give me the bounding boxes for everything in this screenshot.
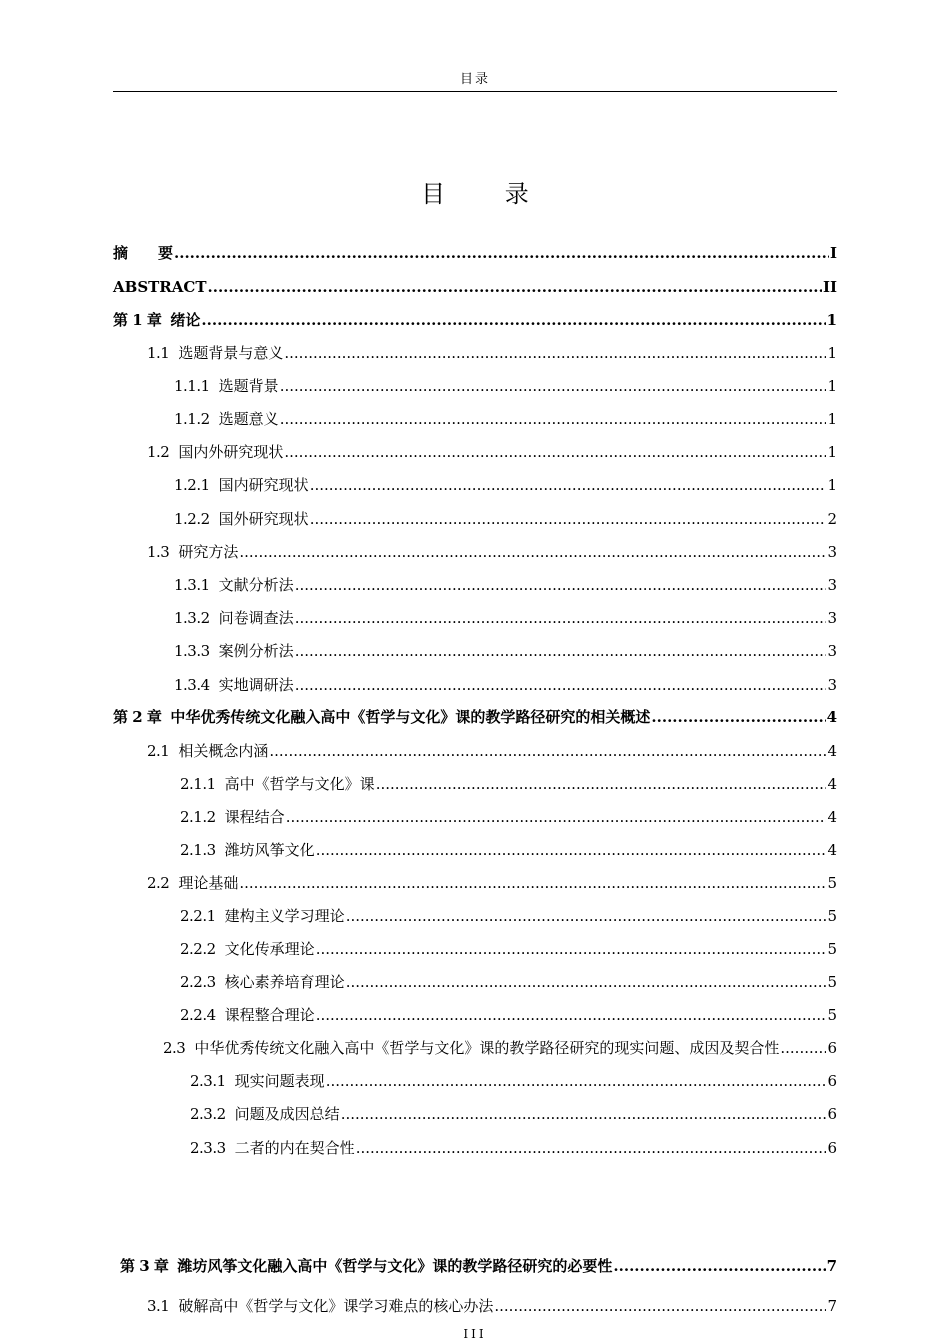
toc-entry-number: 2.1	[147, 742, 170, 760]
toc-entry-page: 5	[827, 907, 837, 925]
toc-leader-dots	[280, 409, 827, 429]
toc-entry-number: 1.2	[147, 443, 170, 461]
toc-entry-page: 5	[827, 874, 837, 892]
toc-entry-page: 4	[827, 808, 837, 826]
page-number: III	[463, 1327, 487, 1341]
toc-entry[interactable]	[147, 741, 837, 761]
toc-entry-title: 破解高中《哲学与文化》课学习难点的核心办法	[178, 1297, 494, 1315]
toc-leader-dots	[346, 906, 827, 926]
toc-entry[interactable]	[190, 1071, 837, 1091]
toc-leader-dots	[326, 1071, 827, 1091]
toc-leader-dots	[494, 1296, 826, 1316]
toc-leader-dots	[201, 310, 825, 330]
toc-entry-page: 4	[827, 775, 837, 793]
toc-leader-dots	[208, 277, 822, 297]
toc-entry-title: 问题及成因总结	[234, 1105, 340, 1123]
toc-entry-page: 2	[827, 510, 837, 528]
toc-leader-dots	[286, 807, 827, 827]
toc-entry-number: 1.3	[147, 543, 170, 561]
toc-entry-page: 7	[827, 1297, 837, 1315]
toc-entry-number: 1.3.4	[174, 676, 210, 694]
toc-entry-page: 1	[827, 443, 837, 461]
toc-entry-page: 1	[827, 410, 837, 428]
toc-entry-page: 7	[826, 1257, 837, 1275]
toc-entry-title: 问卷调查法	[218, 609, 294, 627]
toc-entry[interactable]	[180, 972, 837, 992]
toc-entry-title: 研究方法	[178, 543, 239, 561]
toc-entry-page: 4	[826, 708, 837, 726]
toc-entry[interactable]	[174, 409, 837, 429]
toc-entry-title: 课程结合	[224, 808, 285, 826]
toc-entry[interactable]	[174, 509, 837, 529]
toc-leader-dots	[239, 873, 826, 893]
toc-leader-dots	[295, 575, 827, 595]
toc-entry-number: 第 2 章	[113, 708, 162, 726]
toc-entry-title: 摘 要	[113, 244, 174, 262]
toc-leader-dots	[295, 608, 827, 628]
toc-entry[interactable]	[163, 1038, 837, 1058]
toc-leader-dots	[239, 542, 826, 562]
toc-entry-number: 2.3.1	[190, 1072, 226, 1090]
toc-leader-dots	[284, 343, 826, 363]
toc-entry-number: 1.2.2	[174, 510, 210, 528]
toc-leader-dots	[651, 707, 825, 727]
toc-leader-dots	[780, 1038, 826, 1058]
toc-leader-dots	[310, 509, 827, 529]
toc-leader-dots	[341, 1104, 827, 1124]
toc-entry-title: ABSTRACT	[113, 278, 207, 296]
toc-entry-page: 3	[827, 642, 837, 660]
toc-leader-dots	[316, 939, 827, 959]
toc-entry[interactable]	[180, 939, 837, 959]
toc-entry-page: 3	[827, 543, 837, 561]
toc-entry-title: 国内研究现状	[218, 476, 309, 494]
toc-entry-page: 1	[827, 377, 837, 395]
toc-entry-title: 建构主义学习理论	[224, 907, 345, 925]
toc-entry-title: 国外研究现状	[218, 510, 309, 528]
toc-entry-title: 相关概念内涵	[178, 742, 269, 760]
toc-entry-number: 2.2.1	[180, 907, 216, 925]
toc-entry-number: 1.3.3	[174, 642, 210, 660]
toc-entry-page: 1	[827, 344, 837, 362]
toc-leader-dots	[174, 243, 829, 263]
toc-entry-number: 2.1.2	[180, 808, 216, 826]
toc-entry[interactable]	[113, 243, 837, 263]
toc-leader-dots	[284, 442, 826, 462]
toc-entry[interactable]	[174, 641, 837, 661]
toc-leader-dots	[310, 475, 827, 495]
toc-entry[interactable]	[113, 707, 837, 727]
toc-entry-title: 中华优秀传统文化融入高中《哲学与文化》课的教学路径研究的现实问题、成因及契合性	[194, 1039, 780, 1057]
toc-leader-dots	[316, 840, 827, 860]
toc-entry-page: 1	[827, 476, 837, 494]
toc-entry-page: 6	[827, 1072, 837, 1090]
toc-entry-title: 选题背景	[218, 377, 279, 395]
toc-entry[interactable]	[174, 475, 837, 495]
toc-entry-page: 6	[827, 1139, 837, 1157]
toc-entry-number: 2.2	[147, 874, 170, 892]
toc-entry[interactable]	[180, 774, 837, 794]
toc-entry-title: 中华优秀传统文化融入高中《哲学与文化》课的教学路径研究的相关概述	[170, 708, 651, 726]
toc-entry-title: 选题背景与意义	[178, 344, 284, 362]
toc-entry-number: 1.1	[147, 344, 170, 362]
toc-entry-number: 2.1.3	[180, 841, 216, 859]
toc-leader-dots	[316, 1005, 827, 1025]
toc-entry-page: 6	[827, 1105, 837, 1123]
toc-leader-dots	[295, 641, 827, 661]
toc-entry-page: 3	[827, 676, 837, 694]
toc-entry[interactable]	[174, 376, 837, 396]
toc-entry-title: 文献分析法	[218, 576, 294, 594]
toc-entry-number: 3.1	[147, 1297, 170, 1315]
toc-entry-title: 选题意义	[218, 410, 279, 428]
toc-entry-title: 文化传承理论	[224, 940, 315, 958]
toc-entry-page: 5	[827, 940, 837, 958]
toc-entry[interactable]	[113, 277, 837, 297]
toc-entry[interactable]	[190, 1104, 837, 1124]
toc-entry-title: 案例分析法	[218, 642, 294, 660]
toc-leader-dots	[295, 675, 827, 695]
toc-entry[interactable]	[147, 1296, 837, 1316]
toc-entry[interactable]	[147, 542, 837, 562]
toc-entry-page: 3	[827, 576, 837, 594]
toc-leader-dots	[346, 972, 827, 992]
toc-entry[interactable]	[113, 310, 837, 330]
toc-entry[interactable]	[147, 873, 837, 893]
toc-entry-page: 4	[827, 841, 837, 859]
toc-entry[interactable]	[180, 906, 837, 926]
toc-entry-page: 3	[827, 609, 837, 627]
toc-entry-title: 绪论	[170, 311, 201, 329]
toc-entry-title: 国内外研究现状	[178, 443, 284, 461]
toc-entry-page: I	[829, 244, 837, 262]
running-header: 目录	[113, 68, 837, 92]
toc-entry-number: 2.2.2	[180, 940, 216, 958]
toc-entry-page: 1	[826, 311, 837, 329]
toc-entry-number: 1.1.2	[174, 410, 210, 428]
toc-entry-title: 理论基础	[178, 874, 239, 892]
toc-entry[interactable]	[174, 675, 837, 695]
toc-entry-number: 2.3.3	[190, 1139, 226, 1157]
toc-leader-dots	[269, 741, 826, 761]
toc-leader-dots	[613, 1256, 825, 1276]
toc-entry-page: 4	[827, 742, 837, 760]
toc-entry-title: 实地调研法	[218, 676, 294, 694]
toc-entry[interactable]	[147, 442, 837, 462]
toc-entry[interactable]	[174, 608, 837, 628]
toc-entry-page: II	[822, 278, 837, 296]
toc-entry[interactable]	[180, 807, 837, 827]
toc-entry[interactable]	[120, 1256, 837, 1276]
toc-entry-page: 5	[827, 973, 837, 991]
toc-entry-title: 潍坊风筝文化	[224, 841, 315, 859]
toc-entry-number: 2.3.2	[190, 1105, 226, 1123]
toc-entry-number: 第 1 章	[113, 311, 162, 329]
toc-entry[interactable]	[190, 1138, 837, 1158]
toc-entry-title: 二者的内在契合性	[234, 1139, 355, 1157]
toc-entry[interactable]	[180, 1005, 837, 1025]
toc-entry-title: 高中《哲学与文化》课	[224, 775, 375, 793]
toc-entry-number: 1.2.1	[174, 476, 210, 494]
toc-entry-page: 5	[827, 1006, 837, 1024]
toc-entry-number: 第 3 章	[120, 1257, 169, 1275]
toc-entry[interactable]	[174, 575, 837, 595]
toc-leader-dots	[356, 1138, 827, 1158]
toc-entry[interactable]	[180, 840, 837, 860]
toc-entry[interactable]	[147, 343, 837, 363]
toc-entry-number: 2.2.4	[180, 1006, 216, 1024]
toc-entry-number: 2.2.3	[180, 973, 216, 991]
toc-entry-page: 6	[827, 1039, 837, 1057]
toc-entry-number: 1.3.1	[174, 576, 210, 594]
toc-leader-dots	[376, 774, 827, 794]
toc-entry-title: 课程整合理论	[224, 1006, 315, 1024]
toc-entry-title: 现实问题表现	[234, 1072, 325, 1090]
toc-entry-number: 2.1.1	[180, 775, 216, 793]
page-title: 目 录	[421, 180, 555, 208]
toc-entry-number: 1.1.1	[174, 377, 210, 395]
toc-entry-title: 潍坊风筝文化融入高中《哲学与文化》课的教学路径研究的必要性	[177, 1257, 613, 1275]
toc-entry-number: 1.3.2	[174, 609, 210, 627]
toc-leader-dots	[280, 376, 827, 396]
toc-entry-number: 2.3	[163, 1039, 186, 1057]
toc-entry-title: 核心素养培育理论	[224, 973, 345, 991]
